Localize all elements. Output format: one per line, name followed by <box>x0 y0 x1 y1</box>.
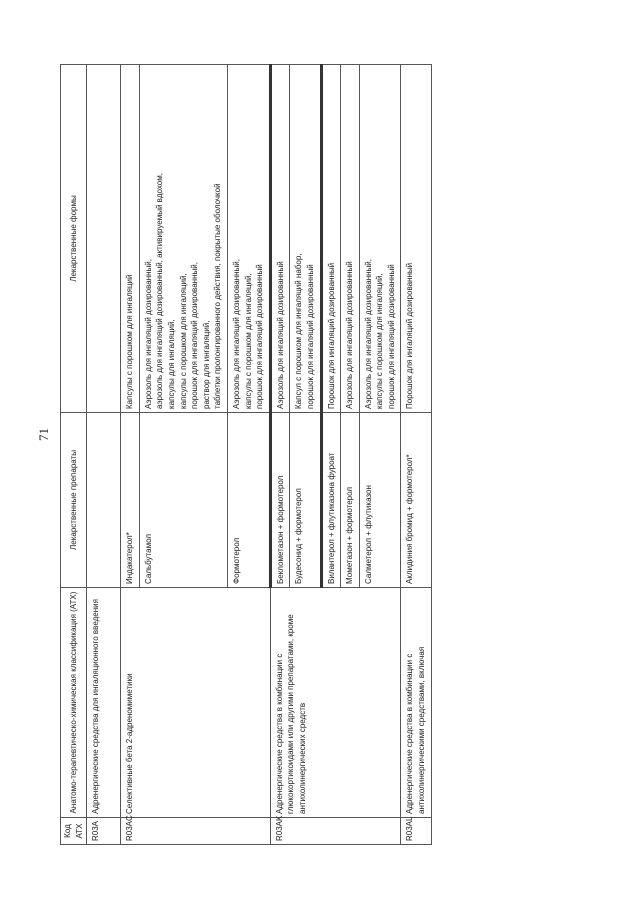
drug-name: Формотерол <box>227 413 270 588</box>
form-line: Аэрозоль для ингаляций дозированный <box>345 261 355 409</box>
table-header-row <box>61 65 87 845</box>
drug-name: Сальбутамол <box>139 413 227 588</box>
drug-forms <box>321 65 341 413</box>
form-line: Аэрозоль для ингаляций дозированный, <box>143 259 153 409</box>
form-line: таблетки пролонгированного действия, покрытые оболочкой <box>213 183 223 409</box>
drug-forms <box>270 65 290 413</box>
drug-forms <box>290 65 321 413</box>
table-row <box>87 65 121 845</box>
form-line: капсулы для ингаляций, <box>166 319 176 409</box>
drug-name: Индакатерол* <box>121 413 140 588</box>
drug-name: Аклидиния бромид + формотерол* <box>401 413 431 588</box>
drug-name: Беклометазон + формотерол <box>270 413 290 588</box>
drug-forms <box>227 65 270 413</box>
header-forms: Лекарственные формы <box>61 65 87 413</box>
form-line: порошок для ингаляций дозированный <box>305 264 315 409</box>
header-classification: Анатомо-терапевтическо-химическая классификация (АТХ) <box>61 588 87 818</box>
drug-table <box>60 64 432 845</box>
form-line: Капсул с порошком для ингаляций набор, <box>294 253 304 409</box>
atc-class-name: Адренергические средства в комбинации с глюкокортикоидами или другими препаратами, кроме антихолинергических средств <box>270 588 401 818</box>
header-drugs: Лекарственные препараты <box>61 413 87 588</box>
drug-name <box>87 413 121 588</box>
atc-code: R03AK <box>270 818 401 845</box>
form-line: капсулы с порошком для ингаляций, <box>243 273 253 409</box>
drug-forms <box>401 65 431 413</box>
form-line: аэрозоль для ингаляций дозированный, активируемый вдохом, <box>155 173 165 409</box>
atc-class-name: Адренергические средства в комбинации с антихолинергическими средствами, включая <box>401 588 431 818</box>
form-line: капсулы с порошком для ингаляций, <box>375 273 385 409</box>
form-line: порошок для ингаляций дозированный <box>386 264 396 409</box>
drug-forms <box>359 65 401 413</box>
drug-forms <box>121 65 140 413</box>
table-row <box>270 65 290 845</box>
form-line: Аэрозоль для ингаляций дозированный, <box>363 259 373 409</box>
form-line: Порошок для ингаляций дозированный <box>405 262 415 409</box>
form-line: порошок для ингаляций дозированный <box>255 264 265 409</box>
drug-forms <box>87 65 121 413</box>
header-code: Код АТХ <box>61 818 87 845</box>
table-row <box>121 65 140 845</box>
drug-name: Будесонид + формотерол <box>290 413 321 588</box>
drug-name: Мометазон + формотерол <box>341 413 360 588</box>
atc-class-name: Селективные бета 2-адреномиметики <box>121 588 271 818</box>
atc-code: R03A <box>87 818 121 845</box>
drug-name: Вилантерол + флутиказона фуроат <box>321 413 341 588</box>
atc-code: R03AC <box>121 818 271 845</box>
drug-forms <box>341 65 360 413</box>
atc-class-name: Адренергические средства для ингаляционного введения <box>87 588 121 818</box>
form-line: капсулы с порошком для ингаляций, <box>178 273 188 409</box>
form-line: порошок для ингаляций дозированный, <box>190 262 200 409</box>
drug-forms <box>139 65 227 413</box>
page-number: 71 <box>36 428 51 441</box>
atc-code: R03AL <box>401 818 431 845</box>
drug-name: Салметерол + флутиказон <box>359 413 401 588</box>
document-page <box>60 65 565 845</box>
table-row <box>401 65 431 845</box>
form-line: Капсулы с порошком для ингаляций <box>125 274 135 409</box>
form-line: раствор для ингаляций, <box>201 320 211 409</box>
form-line: Порошок для ингаляций дозированный <box>326 262 336 409</box>
form-line: Аэрозоль для ингаляций дозированный <box>275 261 285 409</box>
form-line: Аэрозоль для ингаляций дозированный, <box>231 259 241 409</box>
